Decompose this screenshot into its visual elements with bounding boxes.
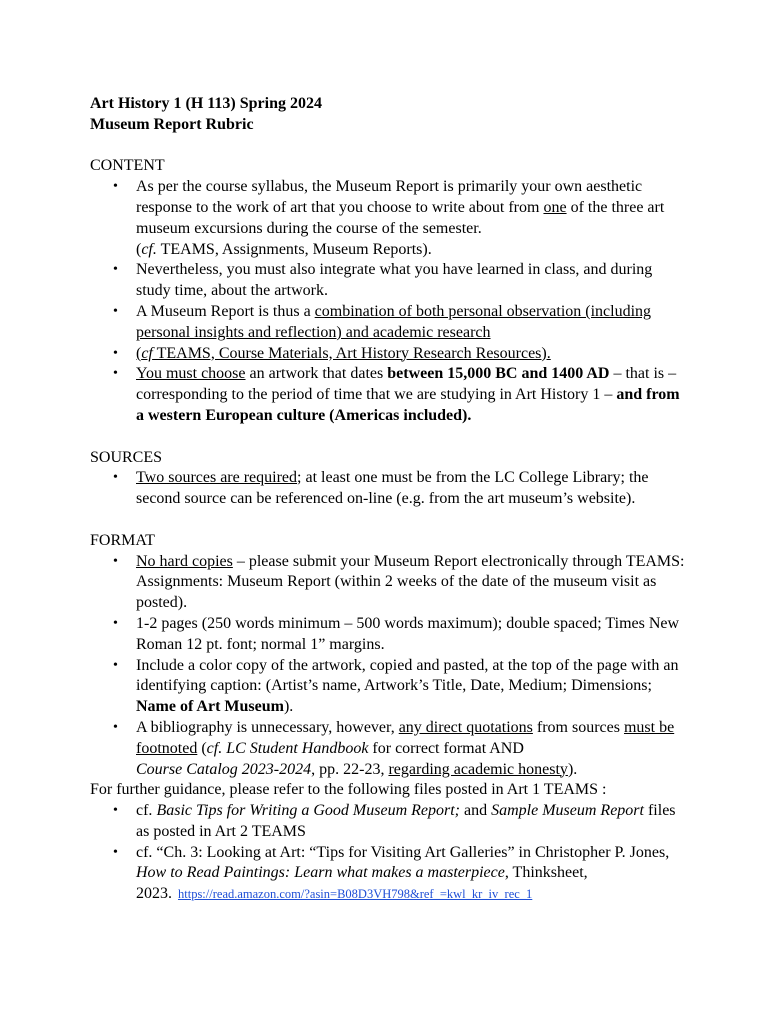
list-item: • Nevertheless, you must also integrate what you have learned in class, and during study time, about the artwork. [90,260,690,302]
list-item: • A Museum Report is thus a combination of both personal observation (including personal insights and reflection) and academic research [90,302,690,344]
list-item: • Include a color copy of the artwork, copied and pasted, at the top of the page with an identifying caption: (Artist’s name, Artwork’s Title, Date, Medium; Dimensions; Name of Art Museum). [90,656,690,718]
list-item: • Two sources are required; at least one must be from the LC College Library; the second source can be referenced on-line (e.g. from the art museum’s website). [90,468,690,510]
content-heading: CONTENT [90,157,165,175]
sources-heading: SOURCES [90,448,163,466]
list-item: • You must choose an artwork that dates between 15,000 BC and 1400 AD – that is – corresponding to the period of time that we are studying in Art History 1 – and from a western European culture (Americas included). [90,364,690,426]
list-item: • As per the course syllabus, the Museum Report is primarily your own aesthetic response to the work of art that you choose to write about from one of the three art museum excursions during the course of the semester. (cf. TEAMS, Assignments, Museum Reports). [90,177,690,260]
list-item: • cf. Basic Tips for Writing a Good Museum Report; and Sample Museum Report files as posted in Art 2 TEAMS [90,801,690,843]
guidance-list [90,801,690,905]
format-list [90,552,690,781]
list-item: • 1-2 pages (250 words minimum – 500 words maximum); double spaced; Times New Roman 12 pt. font; normal 1” margins. [90,614,690,656]
list-item: • No hard copies – please submit your Museum Report electronically through TEAMS: Assignments: Museum Report (within 2 weeks of the date of the museum visit as posted). [90,552,690,614]
list-item: • A bibliography is unnecessary, however, any direct quotations from sources must be footnoted (cf. LC Student Handbook for correct format AND Course Catalog 2023-2024, pp. 22-23, regarding academic honesty). [90,718,690,780]
rubric-title: Museum Report Rubric [90,115,254,133]
content-list [90,177,690,427]
guidance-intro: For further guidance, please refer to the following files posted in Art 1 TEAMS : [90,781,607,799]
list-item: • cf. “Ch. 3: Looking at Art: “Tips for Visiting Art Galleries” in Christopher P. Jones, How to Read Paintings: Learn what makes a masterpiece, Thinksheet, 2023. https://read.amazon.com/?asin=B08D3VH798&ref_=kwl_kr_iv_rec_1 [90,843,690,905]
format-heading: FORMAT [90,531,155,549]
course-title: Art History 1 (H 113) Spring 2024 [90,95,322,112]
sources-list [90,468,690,510]
list-item: • (cf TEAMS, Course Materials, Art History Research Resources). [90,344,690,365]
amazon-link[interactable]: https://read.amazon.com/?asin=B08D3VH798&ref_=kwl_kr_iv_rec_1 [178,887,533,902]
document-body [90,94,690,905]
